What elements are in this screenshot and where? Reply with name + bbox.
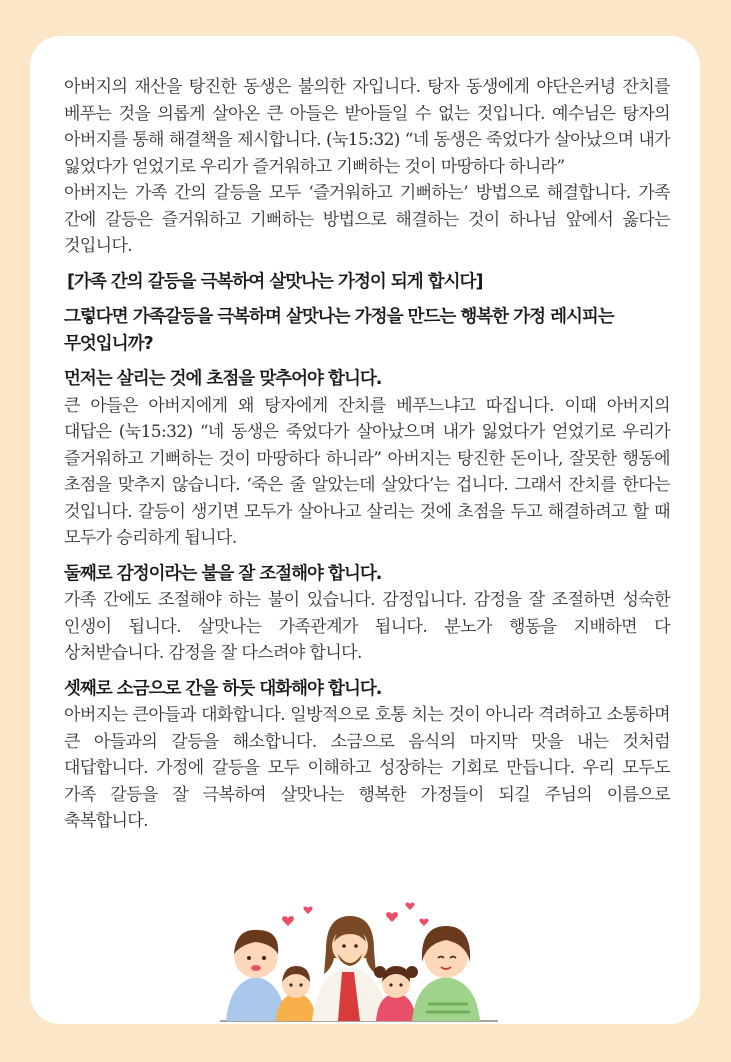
section-title: [가족 간의 갈등을 극복하여 살맛나는 가정이 되게 합시다]	[67, 271, 483, 292]
family-illustration	[214, 896, 504, 1024]
point-heading-1: 먼저는 살리는 것에 초점을 맞추어야 합니다.	[64, 369, 382, 389]
point-heading-3: 셋째로 소금으로 간을 하듯 대화해야 합니다.	[64, 678, 382, 699]
boy-figure	[276, 966, 316, 1021]
father-figure	[226, 930, 286, 1021]
point-body-1: 큰 아들은 아버지에게 왜 탕자에게 잔치를 베푸느냐고 따집니다. 이때 아버지의 대답은 (눅15:32) “네 동생은 죽었다가 살아났으며 내가 잃었다가 얻었기로 우리가 즐거워하고 기뻐하는 것이 마땅하다 하니라” 아버지는 탕진한 돈이나, 잘못한 행동에 초점을 맞추지 않습니다. ‘죽은 줄 알았는데 살았다’는 겁니다. 그래서 잔치를 한다는 것입니다. 갈등이 생기면 모두가 살아나고 살리는 것에 초점을 두고 해결하려고 할 때 모두가 승리하게 됩니다.	[64, 395, 670, 548]
intro-paragraph-1: 아버지의 재산을 탕진한 동생은 불의한 자입니다. 탕자 동생에게 야단은커녕 잔치를 베푸는 것을 의롭게 살아온 큰 아들은 받아들일 수 없는 것입니다. 예수님은 탕자의 아버지를 통해 해결책을 제시합니다. (눅15:32) “네 동생은 죽었다가 살아났으며 내가 잃었다가 얻었기로 우리가 즐거워하고 기뻐하는 것이 마땅하다 하니라”	[64, 77, 670, 177]
mother-figure	[412, 926, 480, 1021]
content-card	[30, 36, 700, 1024]
point-body-2: 가족 간에도 조절해야 하는 불이 있습니다. 감정입니다. 감정을 잘 조절하면 성숙한 인생이 됩니다. 살맛나는 가족관계가 됩니다. 분노가 행동을 지배하면 다 상처받습니다. 감정을 잘 다스려야 합니다.	[64, 590, 670, 663]
point-heading-2: 둘째로 감정이라는 불을 잘 조절해야 합니다.	[64, 563, 382, 584]
question-heading: 그렇다면 가족갈등을 극복하며 살맛나는 가정을 만드는 행복한 가정 레시피는 무엇입니까?	[64, 307, 614, 354]
point-body-3: 아버지는 큰아들과 대화합니다. 일방적으로 호통 치는 것이 아니라 격려하고 소통하며 큰 아들과의 갈등을 해소합니다. 소금으로 음식의 마지막 맛을 내는 것처럼 대답합니다. 가정에 갈등을 모두 이해하고 성장하는 기회로 만듭니다. 우리 모두도 가족 갈등을 잘 극복하여 살맛나는 행복한 가정들이 되길 주님의 이름으로 축복합니다.	[64, 705, 670, 831]
intro-paragraph-2: 아버지는 가족 간의 갈등을 모두 ‘즐거워하고 기뻐하는’ 방법으로 해결합니다. 가족 간에 갈등은 즐거워하고 기뻐하는 방법으로 해결하는 것이 하나님 앞에서 옳다는 것입니다.	[64, 183, 670, 256]
article-body	[64, 74, 670, 835]
